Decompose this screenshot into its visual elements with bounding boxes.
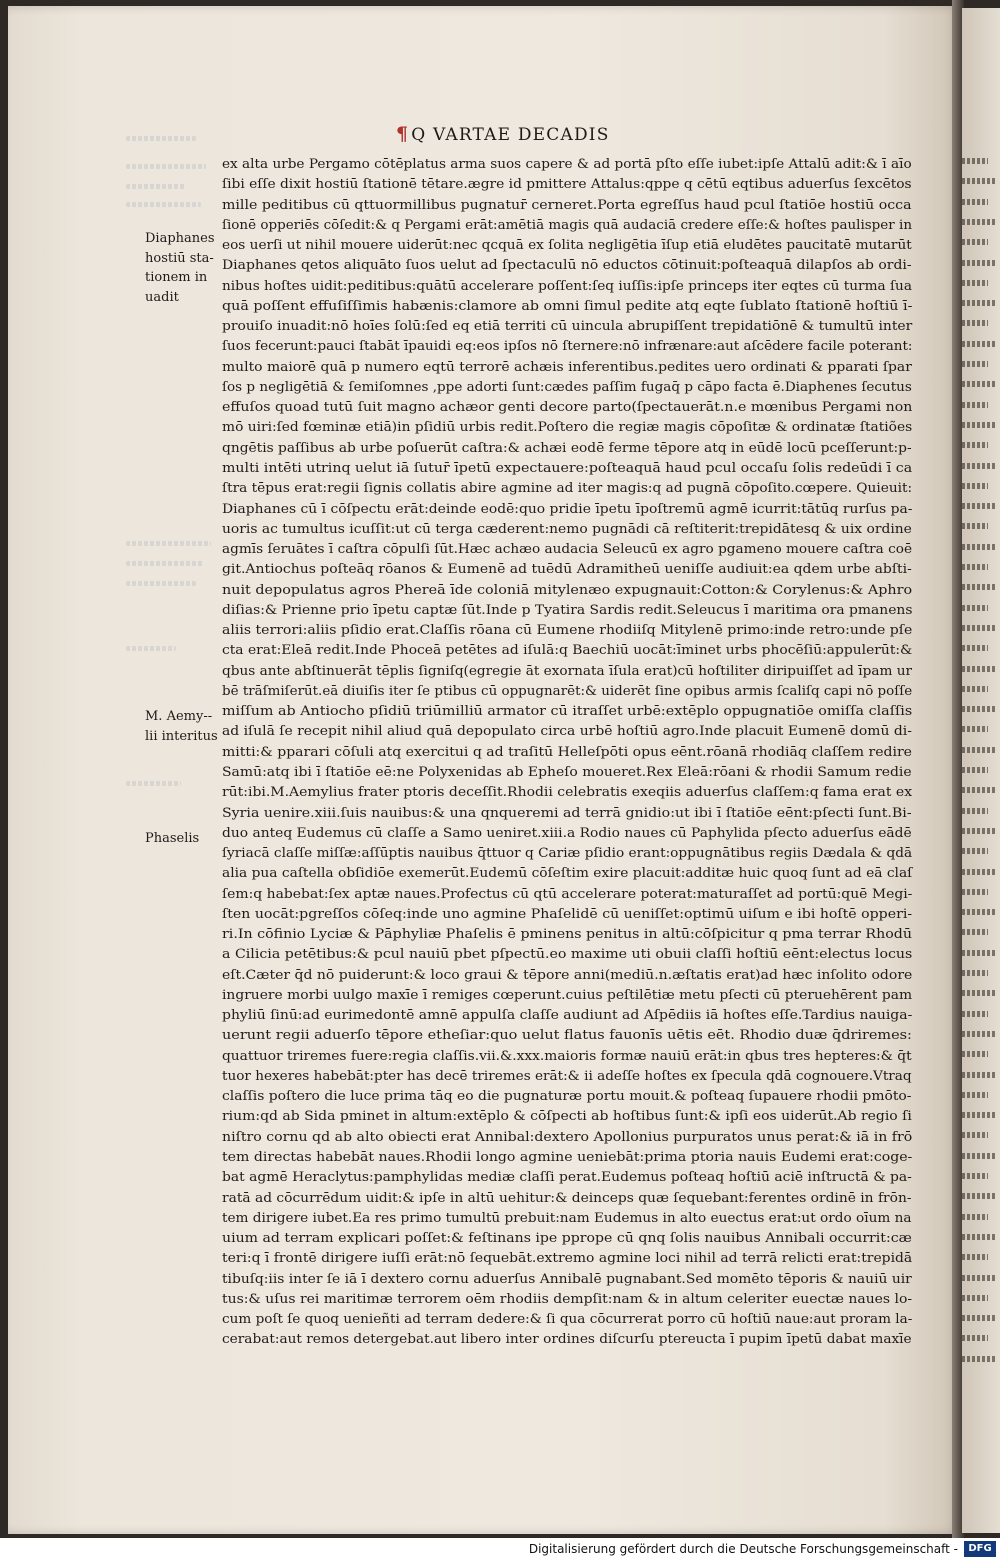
facing-page-text-fragment [962, 1153, 995, 1159]
facing-page-text-fragment [962, 625, 995, 631]
facing-page-text-fragment [962, 1173, 988, 1179]
text-line: git.Antiochus poſteāq rōanos & Eumenē ad tuēdū Adramitheū ueniſſe audiuit:ea qdem urbe abſti- [222, 562, 912, 578]
text-line: a Cilicia petētibus:& pcul nauiū pbet pſpectū.eo maxime uti obuii claſſi hoſtiū eēnt:electus locus [222, 947, 913, 963]
facing-page-text-fragment [962, 1193, 995, 1199]
footer-credit: Digitalisierung gefördert durch die Deutsche Forschungsgemeinschaft - [528, 1542, 958, 1556]
facing-page-text-fragment [962, 178, 995, 184]
facing-page-text-fragment [962, 706, 995, 712]
facing-page-text-fragment [962, 1132, 988, 1138]
text-line: cta erat:Eleā redit.Inde Phoceā petētes ad iſulā:q Baechiū uocāt:īminet urbs phocēſiū:appulerūt:& [222, 643, 913, 659]
marginal-note-phaselis [145, 829, 199, 849]
facing-page-text-fragment [962, 158, 988, 164]
marginal-note-aemylius [145, 707, 218, 746]
text-line: ſuos fecerunt:pauci ſtabāt īpauidi eq:eos ipſos nō ſternere:nō infrænare:aut aſcēdere facile poterant: [222, 339, 913, 355]
facing-page-text-fragment [962, 889, 988, 895]
text-line: mille peditibus cū qttuormillibus pugnatur̄ cerneret.Porta egreſſus haud pcul ſtatiōe hostiū occa [222, 197, 912, 213]
text-line: Diaphanes cū ī cōſpectu erāt:deinde eodē:quo pridie īpetu īpoſtremū agmē icurrit:tātūq rurſus pa- [222, 501, 913, 517]
facing-page-text-fragment [962, 990, 995, 996]
text-line: ſtra tēpus erat:regii ſignis collatis abire agmine ad iter magis:q ad pugnā cōpoſito.cœpere. Quieuit: [222, 481, 913, 497]
text-line: qbus ante abſtinuerāt tēplis ſigniſq(egregie āt exornata īſula erat)cū hoſtiliter diripuiſſet ad īpam ur [222, 663, 913, 679]
marginal-line: hostiū sta- [145, 250, 214, 266]
facing-page-text-fragment [962, 1031, 995, 1037]
text-line: ſos p negligētiā & ſemiſomnes ,ppe adorti ſunt:cædes paſſim fugaq̄ p cāpo facta ē.Diaphenes ſecutus [222, 379, 912, 395]
text-line: cum poſt ſe quoq uenieñti ad terram dedere:& ſi qua cōcurrerat porro cū hoſtiū naue:aut proram la- [222, 1312, 913, 1328]
facing-page-text-fragment [962, 970, 988, 976]
facing-page-text-fragment [962, 280, 988, 286]
marginal-note-diaphanes [145, 229, 215, 307]
text-line: tibuſq:iis inter ſe iā ī dextero cornu aduerſus Annibalē pugnabant.Sed momēto tēporis & nauiū uir [222, 1271, 912, 1287]
text-line: ratā ad cōcurrēdum uidit:& ipſe in altū uehitur:& deinceps quæ ſequebant:ferentes ordinē in frōn- [222, 1190, 912, 1206]
marginal-line: Diaphanes [145, 231, 215, 246]
text-line: uoris ac tumultus icuſſit:ut cū terga cæderent:nemo pugnādi cā reſtiterit:trepidātesq & uix ordine [222, 521, 912, 537]
facing-page-text-fragment [962, 1295, 988, 1301]
text-line: aliis terrori:aliis pſidio erat.Claſſis rōana cū Eumene rhodiiſq Mitylenē primo:inde retro:unde pſe [222, 623, 913, 639]
text-line: niſtro cornu qd ab alto obiecti erat Annibal:dextero Apollonius purpuratos unus perat:& iā in frō [222, 1129, 913, 1145]
text-line: ingruere morbi uulgo maxīe ī remiges cœperunt.cuius peſtilētiæ metu pſecti cū pteruehērent pam [222, 987, 913, 1003]
text-line: multo maiorē quā p numero eqtū terrorē achæis inferentibus.pedites uero ordinati & pparati ſpar [222, 359, 912, 375]
facing-page-text-fragment [962, 442, 988, 448]
facing-page-text-fragment [962, 1254, 988, 1260]
text-line: diſias:& Prienne prio īpetu captæ ſūt.Inde p Tyatira Sardis redit.Seleucus ī maritima ora pmanens [222, 602, 913, 618]
facing-page-text-fragment [962, 422, 995, 428]
facing-page-text-fragment [962, 848, 988, 854]
text-line: teri:q ī frontē dirigere iuſſi erāt:nō ſequebāt.extremo agmine loci nihil ad terrā relicti erat:trepidā [222, 1251, 913, 1267]
marginal-line: lii interitus [145, 728, 218, 744]
marginal-line: tionem in [145, 270, 208, 285]
facing-page-text-fragment [962, 828, 995, 834]
text-line: phyliū ſinū:ad eurimedontē amnē appulſa claſſe audiunt ad Aſpēdiis iā hoſtes eſſe.Tardius nauiga- [222, 1008, 913, 1024]
facing-page-text-fragment [962, 726, 988, 732]
dfg-logo: DFG [964, 1541, 996, 1557]
facing-page-text-fragment [962, 361, 988, 367]
facing-page-text-fragment [962, 666, 995, 672]
text-line: tem directas habebāt naues.Rhodii longo agmine ueniebāt:prima ptoria nauis Eudemi erat:coge- [222, 1150, 913, 1166]
text-line: ſten uocāt:pgreſſos cōſeq:inde uno agmine Phaſelidē cū ueniſſet:optimū uiſum e ibi hoſtē opperi- [222, 906, 913, 922]
facing-page-text-fragment [962, 869, 995, 875]
text-line: eos uerſi ut nihil mouere uiderūt:nec qcquā ex ſolita negligētia īſup etiā eludētes paucitatē mutarūt [222, 238, 912, 254]
facing-page-text-fragment [962, 929, 988, 935]
facing-page-text-fragment [962, 909, 995, 915]
marginal-line: M. Aemy-- [145, 709, 213, 724]
text-line: nibus hoſtes uidit:peditibus:quātū accelerare poſſent:ſeq iuſſis:ipſe princeps iter eqtes cū turma ſua [222, 278, 912, 294]
facing-page-text-fragment [962, 260, 995, 266]
text-line: mitti:& pparari cōſuli atq exercitui q ad traſitū Helleſpōti opus eēnt.rōanā rhodiāq claſſem redire [222, 744, 912, 760]
text-line: multi intēti utrinq uelut iā ſutur̄ īpetū expectauere:poſteaquā haud pcul occaſu ſolis redeūdi ī ca [222, 460, 913, 476]
text-line: ex alta urbe Pergamo cōtēplatus arma suos capere & ad portā pſto eſſe iubet:ipſe Attalū adit:& ī aīo [222, 157, 912, 172]
facing-page-text-fragment [962, 767, 988, 773]
text-line: rūt:ibi.M.Aemylius frater ptoris deceſſit.Rhodii celebratis exeqiis aduerſus claſſem:q fama erat ex [222, 785, 913, 801]
facing-page-text-fragment [962, 645, 988, 651]
facing-page-text-fragment [962, 1092, 988, 1098]
text-line: Syria uenire.xiii.ſuis nauibus:& una qnqueremi ad terrā gnidio:ut ibi ī ſtatiōe eēnt:pſecti ſunt.Bi- [222, 805, 912, 821]
facing-page-text-fragment [962, 787, 995, 793]
facing-page-text-fragment [962, 402, 988, 408]
facing-page-text-fragment [962, 300, 995, 306]
text-line: ſibi eſſe dixit hostiū ſtationē tētare.ægre id pmittere Attalus:qppe q cētū eqtibus aduerſus ſexcētos [222, 177, 912, 193]
facing-page-text-fragment [962, 381, 995, 387]
facing-page-text-fragment [962, 1335, 988, 1341]
facing-page-text-fragment [962, 239, 988, 245]
text-line: Diaphanes qetos aliquāto ſuos uelut ad ſpectaculū nō eductos cōtinuit:poſteaquā dilapſos ab ordi- [222, 258, 912, 274]
text-line: qngētis paſſibus ab urbe poſuerūt caſtra:& achæi eodē ferme tēpore atq in eūdē locū pceſſerunt:p- [222, 440, 912, 456]
facing-page-text-fragment [962, 463, 995, 469]
facing-page-text-fragment [962, 1072, 995, 1078]
facing-page-text-fragment [962, 605, 988, 611]
text-line: duo anteq Eudemus cū claſſe a Samo ueniret.xiii.a Rodio naues cū Paphylida pſecto aduerſus eādē [222, 825, 912, 841]
facing-page-text-fragment [962, 1112, 995, 1118]
facing-page-text-fragment [962, 219, 995, 225]
facing-page-text-fragment [962, 584, 995, 590]
facing-page-text-fragment [962, 1275, 995, 1281]
facing-page-text-fragment [962, 1214, 988, 1220]
text-line: uium ad terram explicari poſſet:& feſtinans ipe pprope cū qnq ſolis nauibus Annibali occurrit:cæ [222, 1231, 912, 1247]
text-line: effuſos quoad tutū ſuit magno achæor genti decore parto(ſpectauerāt.n.e mœnibus Pergami non [222, 400, 913, 416]
text-line: ſem:q habebat:ſex aptæ naues.Profectus cū qtū accelerare poterat:maturaſſet ad portū:quē Megi- [222, 886, 913, 902]
main-text-block [222, 155, 912, 1351]
facing-page-text-fragment [962, 1315, 995, 1321]
facing-page-text-fragment [962, 950, 995, 956]
text-line: tus:& uſus rei maritimæ terrorem oēm rhodiis dempſit:nam & in altum celeriter euectæ naues lo- [222, 1291, 913, 1307]
facing-page-text-fragment [962, 747, 995, 753]
facing-page-text-fragment [962, 523, 988, 529]
facing-page-text-fragment [962, 1051, 988, 1057]
facing-page-text-fragment [962, 1011, 988, 1017]
text-line: eſt.Cæter q̄d nō puiderunt:& loco graui & tēpore anni(mediū.n.æſtatis erat)ad hæc inſolito odore [222, 967, 913, 983]
facing-page-text-fragment [962, 341, 995, 347]
facing-page-text-fragment [962, 320, 988, 326]
facing-page-text-fragment [962, 1234, 995, 1240]
running-header [396, 123, 610, 147]
facing-page-text-fragment [962, 686, 988, 692]
text-line: Samū:atq ibi ī ſtatiōe eē:ne Polyxenidas ab Epheſo moueret.Rex Eleā:rōani & rhodii Samum redie [222, 764, 912, 780]
facing-page-text-fragment [962, 503, 995, 509]
facing-page-text-fragment [962, 544, 995, 550]
text-line: ſionē opperiēs cōſedit:& q Pergami erāt:amētiā magis quā audaciā credere eſſe:& hoſtes paulisper in [222, 217, 912, 233]
text-line: quattuor triremes fuere:regia claſſis.vii.&.xxx.maioris formæ nauiū erāt:in qbus tres hepteres:& q̄t [222, 1048, 912, 1064]
text-line: prouiſo inuadit:nō hoīes ſolū:ſed eq etiā territi cū uincula abrupiſſent trepidatiōnē & tumultū inter [222, 319, 913, 335]
facing-page-text-fragment [962, 808, 988, 814]
facing-page-edge [962, 8, 1000, 1533]
page-left [8, 6, 960, 1534]
marginal-line: Phaselis [145, 831, 200, 846]
paragraph-mark-icon: ¶ [396, 123, 410, 145]
text-line: alia pua caſtella obſidiōe exemerūt.Eudemū cōſeſtim exire placuit:additæ huic quoq ſunt ad eā claſ [222, 866, 913, 882]
text-line: mō uiri:ſed fœminæ etiā)in pſidiū urbis redit.Poſtero die regiæ magis cōpoſitæ & ordinatæ ſtatiões [222, 420, 913, 436]
text-line: nuit depopulatus agros Phereā īde coloniā mitylenæo expugnauit:Cotton:& Corylenus:& Aphro [222, 582, 913, 598]
text-line: bē trāſmiſerūt.eā diuiſis iter ſe ptibus cū oppugnarēt:& uiderēt ſine opibus armis ſcaliſq capi nō poſſe [222, 683, 913, 699]
digitization-footer [0, 1538, 1000, 1560]
text-line: miſſum ab Antiocho pſidiū triūmilliū armator cū itraſſet urbē:extēplo oppugnatiōe omiſſa claſſis [222, 704, 913, 720]
facing-page-text-fragment [962, 199, 988, 205]
text-line: uerunt regii aduerſo tēpore etheſiar:quo uelut flatus fauonīs uētis eēt. Rhodio duæ q̄driremes: [222, 1028, 912, 1044]
facing-page-text-fragment [962, 483, 988, 489]
text-line: tem dirigere iubet.Ea res primo tumultū prebuit:nam Eudemus in alto euectus erat:ut ordo oīum na [222, 1210, 912, 1226]
text-line: claſſis poſtero die luce prima tāq eo die pugnaturæ portu mouit.& poſteaq ſupauere rhodii pmōto- [222, 1089, 912, 1105]
text-line: quā poſſent effuſiſſimis habænis:clamore ab omni ſimul pedite atq eqte ſublato ſtationē hoſtiū ī- [222, 298, 913, 314]
text-line: ſyriacā claſſe miſſæ:aſſūptis nauibus q̄ttuor q Cariæ pſidio erant:oppugnātibus regiis Dædala & qdā [222, 846, 913, 862]
text-line: cerabat:aut remos detergebat.aut libero inter ordines diſcurſu ptereucta ī pupim īpetū dabat maxīe [222, 1332, 912, 1348]
text-line: ad iſulā ſe recepit nihil aliud quā depopulato circa urbē hoſtiū agro.Inde placuit Eumenē domū di- [222, 724, 912, 740]
facing-page-text-fragment [962, 1356, 995, 1362]
text-line: agmīs ſeruātes ī caſtra cōpulſi ſūt.Hæc achæo audacia Seleucū ex agro pgameno mouere caſtra coē [222, 542, 913, 558]
text-line: ri.In cōfinio Lyciæ & Pāphyliæ Phaſelis ē pminens penitus in altū:cōſpicitur q pma terrar Rhodū [222, 927, 913, 943]
text-line: rium:qd ab Sida pminet in altum:extēplo & cōſpecti ab hoſtibus ſunt:& ipſi eos uiderūt.Ab regio ſi [222, 1109, 912, 1125]
facing-page-text-fragment [962, 564, 988, 570]
running-header-title: Q VARTAE DECADIS [411, 125, 610, 145]
text-line: bat agmē Heraclytus:pamphylidas mediæ claſſi perat.Eudemus poſteaq hoſtiū aciē inſtructā & pa- [222, 1170, 912, 1186]
text-line: tuor hexeres habebāt:pter has decē triremes erāt:& ii adeſſe hoſtes ex ſpecula qdā cognouere.Vtraq [222, 1068, 912, 1084]
marginal-line: uadit [145, 289, 179, 305]
